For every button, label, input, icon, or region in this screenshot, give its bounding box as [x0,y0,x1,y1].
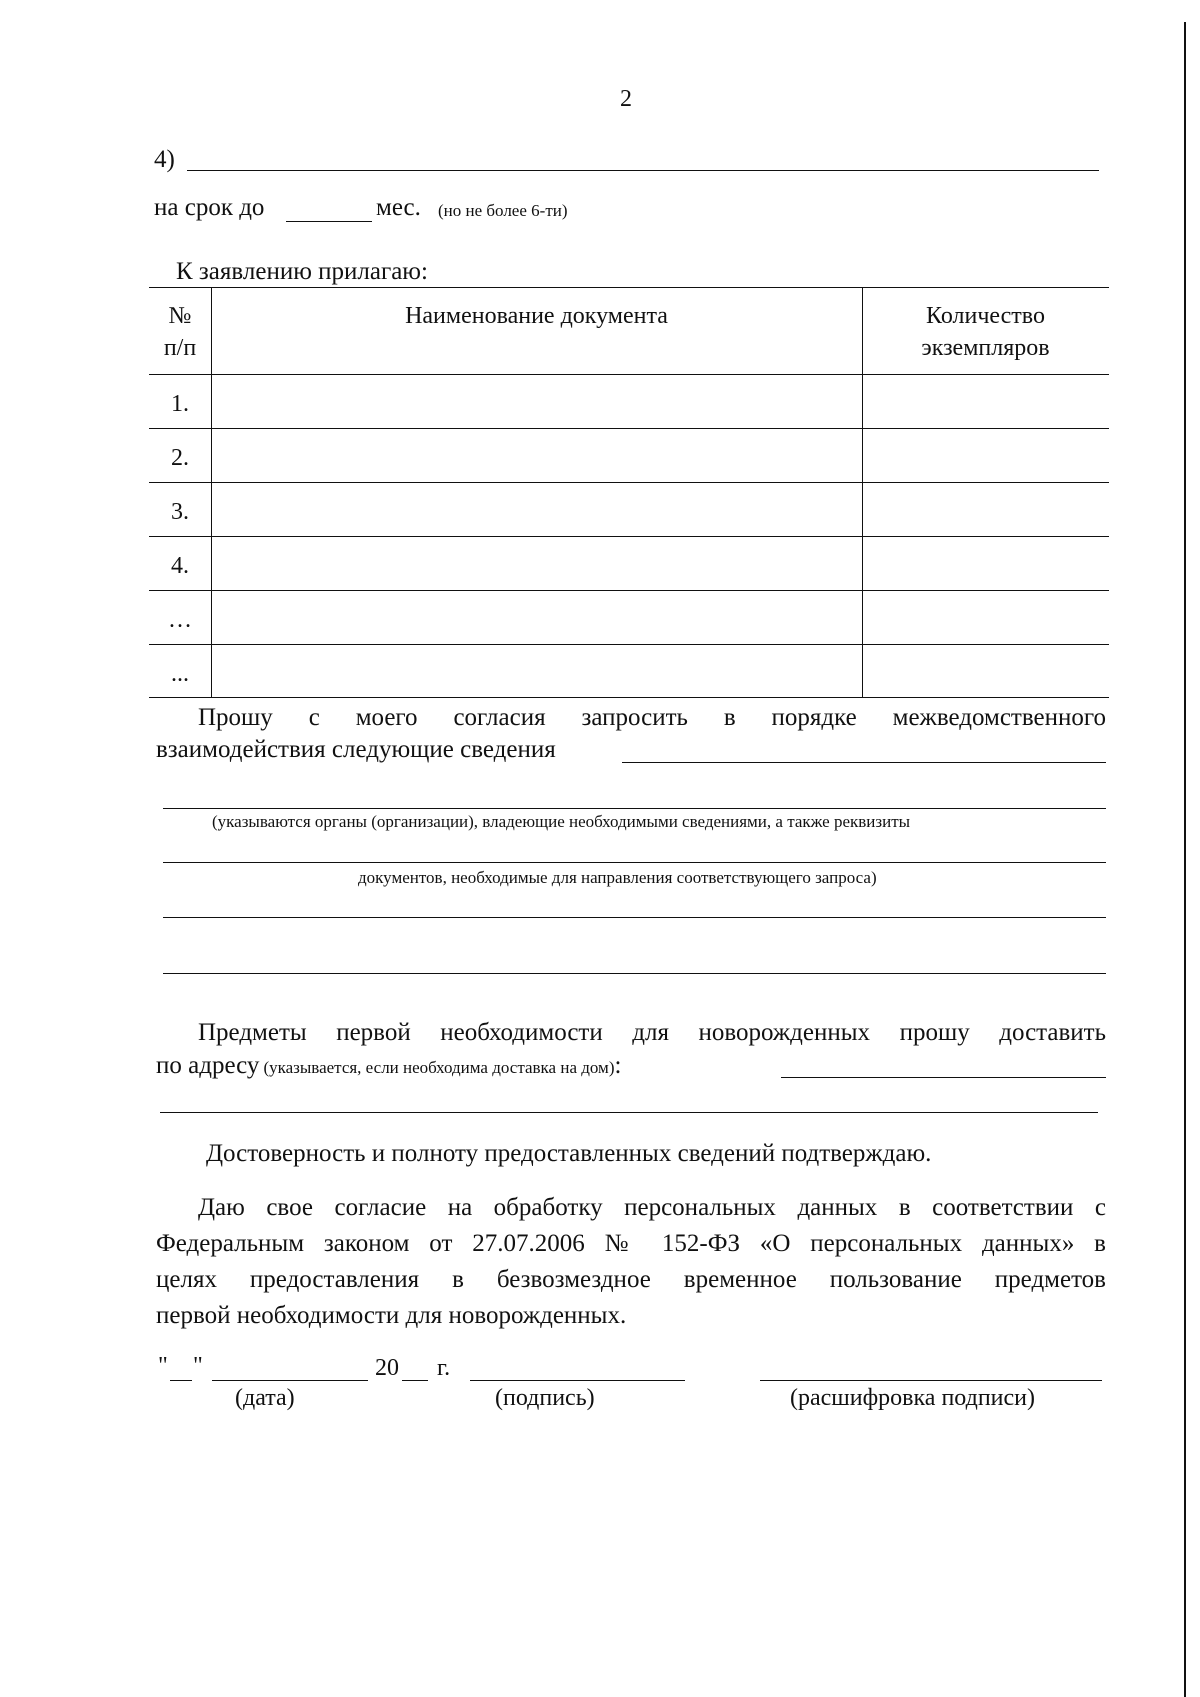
table-col-divider-1 [211,287,212,698]
request-paragraph [156,700,1106,736]
date-month-input-line[interactable] [212,1380,368,1381]
row-num: 4. [171,553,189,579]
request-input-line-1[interactable] [622,762,1106,763]
request-input-line-5[interactable] [163,973,1106,974]
table-header-bottom [149,374,1109,375]
attach-heading: К заявлению прилагаю: [176,258,428,285]
header-qty-line1: Количество [926,303,1045,329]
attachments-table [149,287,1109,698]
request-line-1: Прошу с моего согласия запросить в порядке межведомственного [198,704,1106,731]
date-quote-close: " [193,1353,203,1379]
confirm-text: Достоверность и полноту предоставленных сведений подтверждаю. [206,1140,932,1167]
header-num-line2: п/п [163,335,197,361]
consent-paragraph [156,1190,1106,1334]
row-num: 1. [171,391,189,417]
page-edge-border [1184,22,1186,1697]
request-input-line-3[interactable] [163,862,1106,863]
delivery-address-input-line-1[interactable] [781,1077,1106,1078]
table-row-divider [149,590,1109,591]
date-day-input-line[interactable] [170,1380,192,1381]
date-year-input-line[interactable] [402,1380,428,1381]
term-months-input-line[interactable] [286,221,372,222]
row-num: ... [171,661,189,687]
date-quote-open: " [158,1353,168,1379]
date-caption: (дата) [235,1385,295,1411]
delivery-line-2-prefix: по адресу [156,1052,260,1079]
delivery-address-input-line-2[interactable] [160,1112,1098,1113]
consent-line-3: целях предоставления в безвозмездное временное пользование предметов [156,1266,1106,1293]
signature-input-line[interactable] [470,1380,685,1381]
signature-decode-input-line[interactable] [760,1380,1102,1381]
consent-line-2: Федеральным законом от 27.07.2006 № 152-ФЗ «О персональных данных» в [156,1230,1106,1257]
table-row-divider [149,536,1109,537]
request-hint-2: документов, необходимые для направления соответствующего запроса) [358,868,877,887]
row-num: … [168,607,192,633]
date-year-suffix: г. [437,1355,451,1381]
request-hint-1: (указываются органы (организации), владеющие необходимыми сведениями, а также реквизиты [212,812,911,831]
table-top-border [149,287,1109,288]
delivery-line-2-note: (указывается, если необходима доставка на дом) [263,1058,615,1077]
delivery-paragraph [156,1015,1106,1051]
term-note: (но не более 6-ти) [438,201,568,220]
date-year-prefix: 20 [375,1355,399,1381]
table-row-divider [149,482,1109,483]
page-number: 2 [620,86,632,112]
request-input-line-2[interactable] [163,808,1106,809]
term-prefix: на срок до [154,194,265,221]
row-num: 3. [171,499,189,525]
item-4-label: 4) [154,146,175,173]
table-row-divider [149,644,1109,645]
sign-caption: (подпись) [495,1385,595,1411]
request-input-line-4[interactable] [163,917,1106,918]
delivery-line-1: Предметы первой необходимости для новорожденных прошу доставить [198,1019,1106,1046]
term-unit: мес. [376,194,421,221]
request-line-2: взаимодействия следующие сведения [156,736,556,763]
header-num-line1: № [168,303,192,329]
delivery-line-2-colon: : [614,1052,622,1079]
consent-line-4: первой необходимости для новорожденных. [156,1302,627,1329]
header-doc-name: Наименование документа [405,303,668,329]
header-qty-line2: экземпляров [921,335,1050,361]
table-bottom-border [149,697,1109,698]
delivery-line-2 [156,1052,621,1080]
table-row-divider [149,428,1109,429]
row-num: 2. [171,445,189,471]
consent-line-1: Даю свое согласие на обработку персональных данных в соответствии с [198,1194,1106,1221]
decode-caption: (расшифровка подписи) [790,1385,1035,1411]
item-4-input-line[interactable] [187,170,1099,171]
